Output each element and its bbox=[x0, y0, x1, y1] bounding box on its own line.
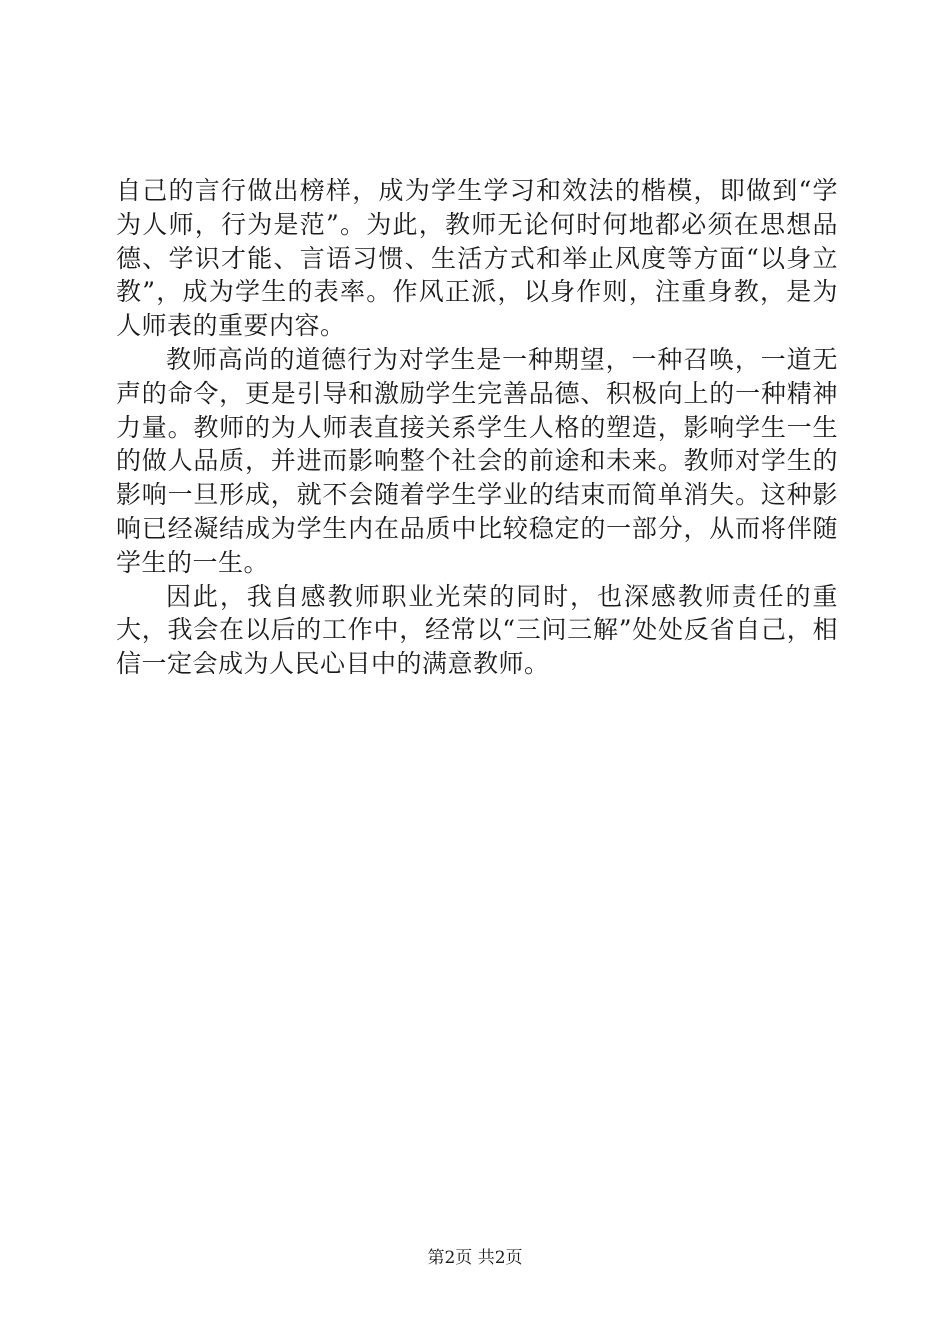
page-number-footer: 第2页 共2页 bbox=[427, 1248, 523, 1268]
document-body bbox=[116, 174, 838, 681]
paragraph-conclusion: 因此，我自感教师职业光荣的同时，也深感教师责任的重大，我会在以后的工作中，经常以“三问三解”处处反省自己，相信一定会成为人民心目中的满意教师。 bbox=[116, 581, 838, 679]
paragraph-continued: 自己的言行做出榜样，成为学生学习和效法的楷模，即做到“学为人师，行为是范”。为此，教师无论何时何地都必须在思想品德、学识才能、言语习惯、生活方式和举止风度等方面“以身立教”，成为学生的表率。作风正派，以身作则，注重身教，是为人师表的重要内容。 bbox=[116, 176, 838, 341]
paragraph-teacher-moral-influence: 教师高尚的道德行为对学生是一种期望，一种召唤，一道无声的命令，更是引导和激励学生完善品德、积极向上的一种精神力量。教师的为人师表直接关系学生人格的塑造，影响学生一生的做人品质，并进而影响整个社会的前途和未来。教师对学生的影响一旦形成，就不会随着学生学业的结束而简单消失。这种影响已经凝结成为学生内在品质中比较稳定的一部分，从而将伴随学生的一生。 bbox=[116, 344, 838, 577]
